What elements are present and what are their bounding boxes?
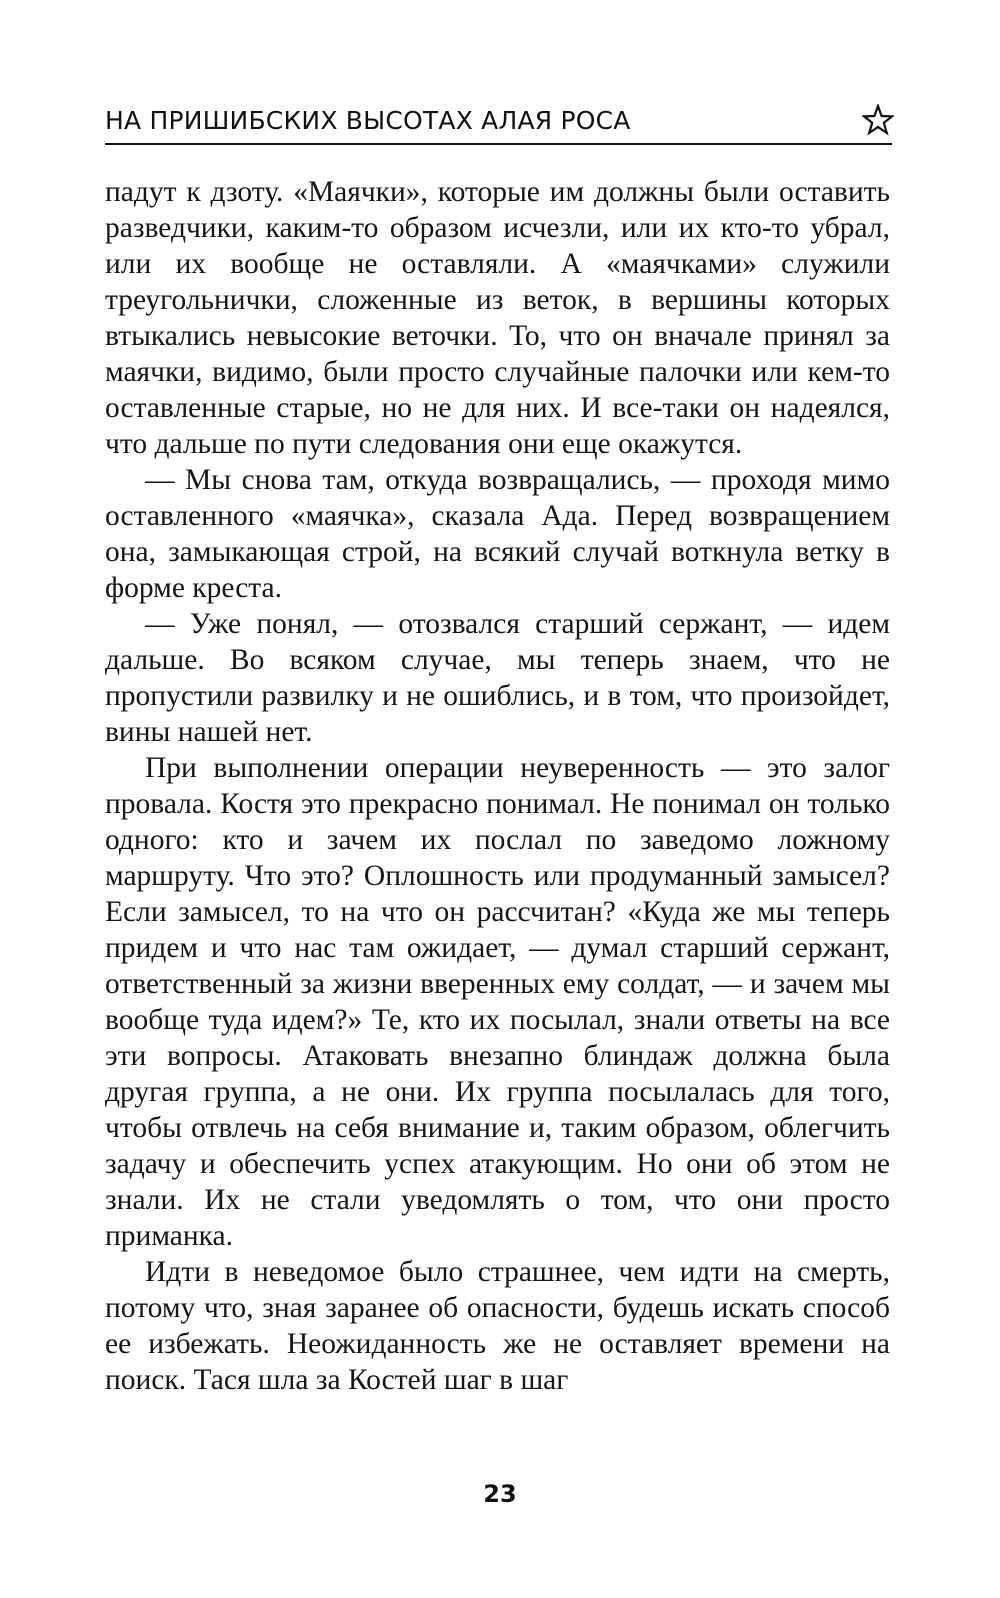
paragraph-4: При выполнении операции неуверенность — это залог провала. Костя это прекрасно понимал. Не понимал он только одного: кто и зачем их послал по заведомо ложному маршруту. Что это? Оплошность или продуманный замысел? Если замысел, то на что он рассчитан? «Куда же мы теперь придем и что нас там ожидает, — думал старший сержант, ответственный за жизни вверенных ему солдат, — и зачем мы вообще туда идем?» Те, кто их посылал, знали ответы на все эти вопросы. Атаковать внезапно блиндаж должна была другая группа, а не они. Их группа посылалась для того, чтобы отвлечь на себя внимание и, таким образом, облегчить задачу и обеспечить успех атакующим. Но они об этом не знали. Их не стали уведомлять о том, что они просто приманка. [105, 752, 890, 1252]
running-head [105, 104, 892, 142]
paragraph-1: падут к дзоту. «Маячки», которые им должны были оставить разведчики, каким-то образом исчезли, или их кто-то убрал, или их вообще не оставляли. А «маячками» служили треугольнички, сложенные из веток, в вершины которых втыкались невысокие веточки. То, что он вначале принял за маячки, видимо, были просто случайные палочки или кем-то оставленные старые, но не для них. И все-таки он надеялся, что дальше по пути следования они еще окажутся. [105, 176, 890, 460]
page-number: 23 [483, 1480, 517, 1508]
paragraph-5: Идти в неведомое было страшнее, чем идти на смерть, потому что, зная заранее об опасности, будешь искать способ ее избежать. Неожиданность же не оставляет времени на поиск. Тася шла за Костей шаг в шаг [105, 1256, 890, 1396]
body-text [105, 174, 890, 1398]
paragraph-2: — Мы снова там, откуда возвращались, — проходя мимо оставленного «маячка», сказала Ада. Перед возвращением она, замыкающая строй, на всякий случай воткнула ветку в форме креста. [105, 464, 890, 604]
running-head-title: НА ПРИШИБСКИХ ВЫСОТАХ АЛАЯ РОСА [105, 106, 631, 135]
paragraph-3: — Уже понял, — отозвался старший сержант, — идем дальше. Во всяком случае, мы теперь знаем, что не пропустили развилку и не ошиблись, и в том, что произойдет, вины нашей нет. [105, 608, 890, 748]
star-outline-icon [862, 104, 894, 136]
header-rule [105, 143, 892, 145]
